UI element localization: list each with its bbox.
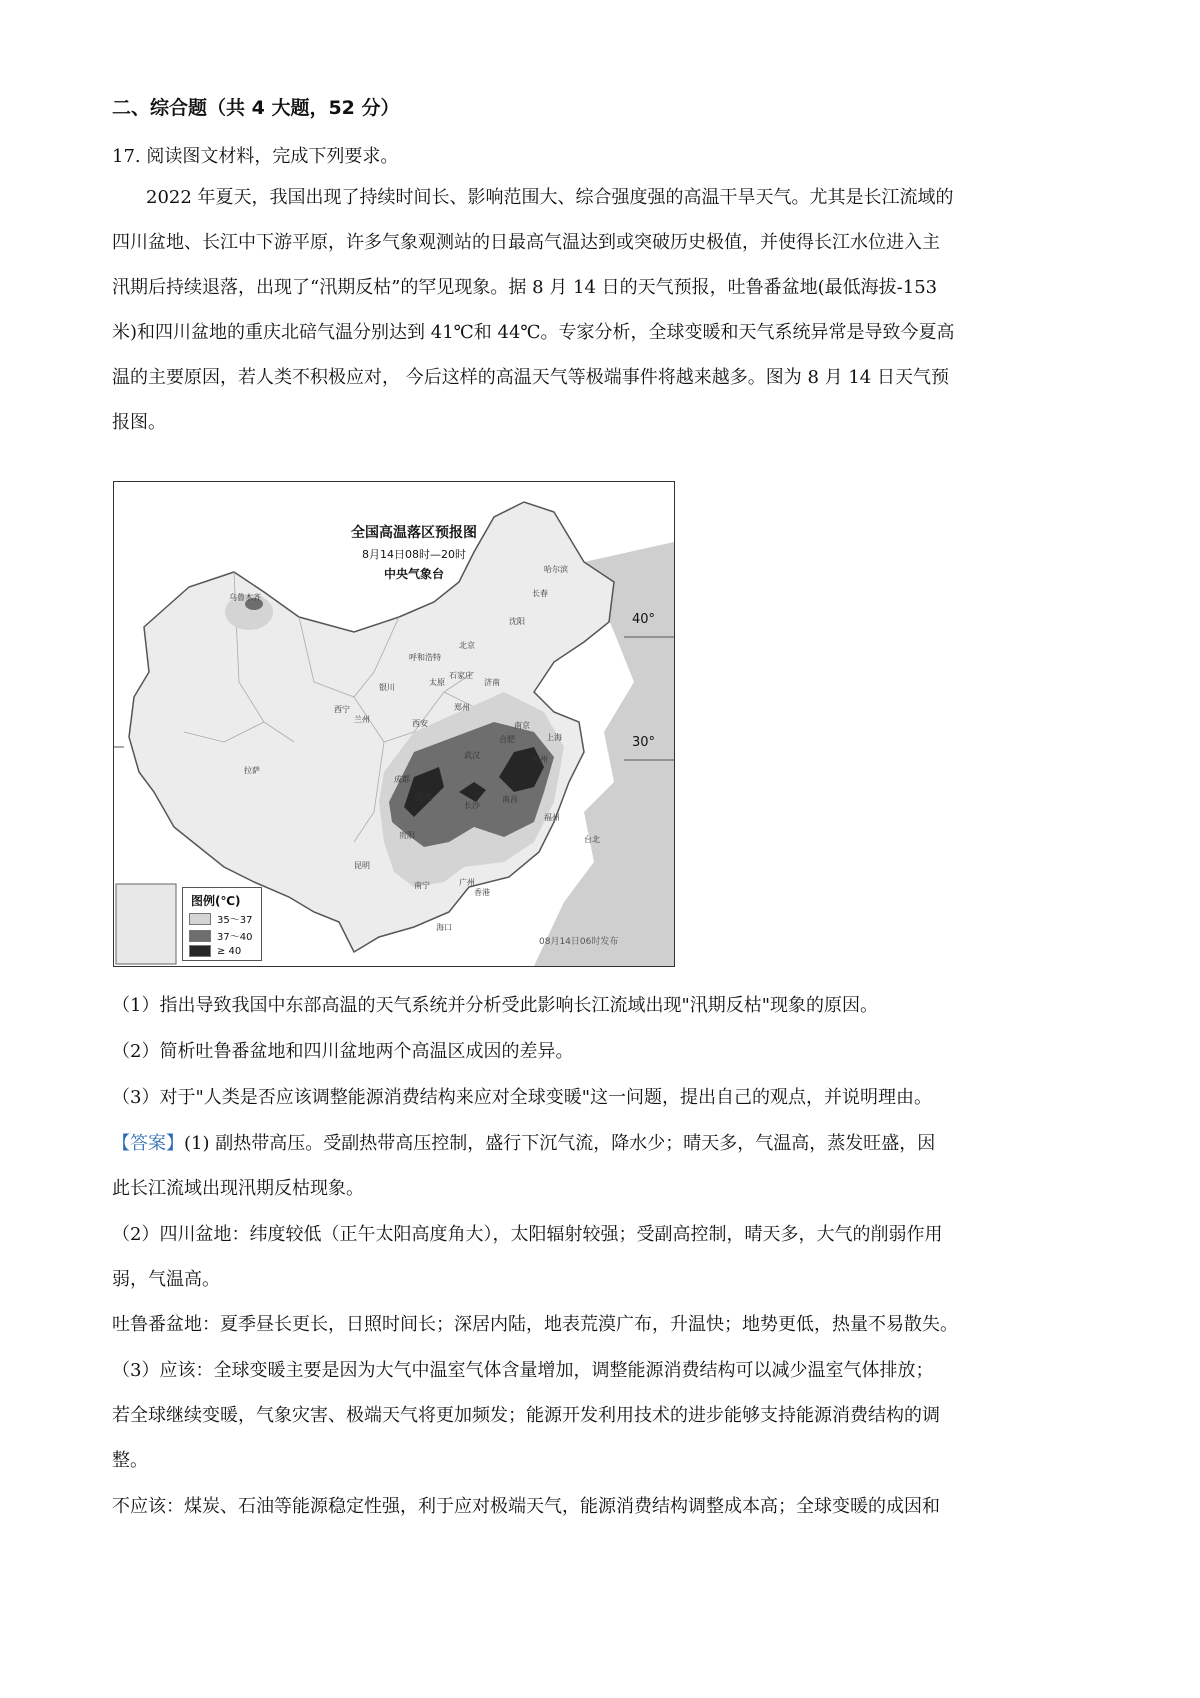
legend-swatch: [189, 945, 211, 957]
city-label: 长沙: [464, 801, 480, 810]
answer-line: [112, 1129, 935, 1155]
answer-line: 若全球继续变暖，气象灾害、极端天气将更加频发；能源开发利用技术的进步能够支持能源消费结构的调: [112, 1405, 940, 1426]
city-label: 武汉: [464, 751, 480, 760]
answer-line: 此长江流域出现汛期反枯现象。: [112, 1178, 364, 1199]
sub-question-2: （2）简析吐鲁番盆地和四川盆地两个高温区成因的差异。: [112, 1041, 574, 1062]
city-label: 台北: [584, 835, 600, 844]
latitude-label: 30°: [632, 735, 656, 750]
map-title-block: [314, 522, 514, 582]
city-label: 拉萨: [244, 766, 260, 775]
answer-line: 不应该：煤炭、石油等能源稳定性强，利于应对极端天气，能源消费结构调整成本高；全球变暖的成因和: [112, 1496, 940, 1517]
city-label: 南昌: [502, 795, 518, 804]
city-label: 呼和浩特: [409, 653, 441, 662]
legend-item: [189, 928, 261, 943]
city-label: 南京: [514, 721, 530, 730]
material-line: 米)和四川盆地的重庆北碚气温分别达到 41℃和 44℃。专家分析，全球变暖和天气系统异常是导致今夏高: [112, 322, 955, 343]
answer-line: （3）应该：全球变暖主要是因为大气中温室气体含量增加，调整能源消费结构可以减少温室气体排放；: [112, 1360, 934, 1381]
map-issuer: 中央气象台: [383, 567, 444, 581]
sub-question-3: （3）对于"人类是否应该调整能源消费结构来应对全球变暖"这一问题，提出自己的观点，并说明理由。: [112, 1087, 933, 1108]
city-label: 郑州: [454, 703, 470, 712]
city-label: 重庆: [416, 793, 432, 802]
answer-line: 整。: [112, 1450, 148, 1471]
question-stem: 17. 阅读图文材料，完成下列要求。: [112, 146, 399, 167]
map-time: 8月14日08时—20时: [362, 548, 466, 561]
section-heading: 二、综合题（共 4 大题，52 分）: [112, 97, 400, 119]
city-label: 银川: [379, 683, 395, 692]
city-label: 合肥: [499, 735, 515, 744]
answer-line: 吐鲁番盆地：夏季昼长更长，日照时间长；深居内陆，地表荒漠广布，升温快；地势更低，热量不易散失。: [112, 1314, 958, 1335]
legend-label: 35～37: [217, 915, 253, 926]
sub-question-1: （1）指出导致我国中东部高温的天气系统并分析受此影响长江流域出现"汛期反枯"现象的原因。: [112, 995, 879, 1016]
answer-text: (1) 副热带高压。受副热带高压控制，盛行下沉气流，降水少；晴天多，气温高，蒸发旺盛，因: [184, 1133, 936, 1154]
legend-label: 37～40: [217, 932, 253, 943]
city-label: 香港: [474, 888, 490, 897]
map-legend: [182, 887, 262, 961]
city-label: 兰州: [354, 715, 370, 724]
answer-line: （2）四川盆地：纬度较低（正午太阳高度角大），太阳辐射较强；受副高控制，晴天多，大气的削弱作用: [112, 1224, 943, 1245]
answer-line: 弱，气温高。: [112, 1269, 220, 1290]
legend-item: [189, 945, 261, 957]
high-temperature-forecast-map: [113, 481, 675, 967]
city-label: 西安: [412, 719, 428, 728]
city-label: 济南: [484, 678, 500, 687]
legend-swatch: [189, 913, 211, 925]
legend-item: [189, 911, 261, 926]
material-line: 汛期后持续退落，出现了“汛期反枯”的罕见现象。据 8 月 14 日的天气预报，吐鲁番盆地(最低海拔-153: [112, 277, 938, 298]
city-label: 成都: [394, 775, 410, 784]
city-label: 北京: [459, 641, 475, 650]
city-label: 南宁: [414, 881, 430, 890]
city-label: 太原: [429, 678, 445, 687]
city-label: 沈阳: [509, 617, 525, 626]
city-label: 乌鲁木齐: [229, 593, 261, 602]
legend-label: ≥ 40: [217, 945, 242, 957]
material-line: 温的主要原因，若人类不积极应对， 今后这样的高温天气等极端事件将越来越多。图为 8 月 14 日天气预: [112, 367, 949, 388]
legend-swatch: [189, 930, 211, 942]
answer-tag: 【答案】: [112, 1133, 184, 1154]
city-label: 西宁: [334, 705, 350, 714]
city-label: 长春: [532, 589, 548, 598]
city-label: 广州: [459, 878, 475, 887]
material-line: 2022 年夏天，我国出现了持续时间长、影响范围大、综合强度强的高温干旱天气。尤其是长江流域的: [146, 187, 954, 208]
city-label: 杭州: [532, 755, 548, 764]
city-label: 昆明: [354, 861, 370, 870]
material-line: 报图。: [112, 412, 166, 433]
city-label: 海口: [436, 923, 452, 932]
legend-title: 图例(℃): [191, 894, 241, 908]
city-label: 石家庄: [449, 671, 473, 680]
latitude-label: 40°: [632, 612, 656, 627]
city-label: 贵阳: [399, 831, 415, 840]
material-line: 四川盆地、长江中下游平原，许多气象观测站的日最高气温达到或突破历史极值，并使得长江水位进入主: [112, 232, 940, 253]
issued-note: 08月14日06时发布: [539, 937, 619, 947]
city-label: 哈尔滨: [544, 565, 568, 574]
city-label: 上海: [546, 733, 562, 742]
map-title: 全国高温落区预报图: [351, 525, 477, 541]
south-china-sea-inset: [116, 884, 176, 964]
city-label: 福州: [544, 813, 560, 822]
